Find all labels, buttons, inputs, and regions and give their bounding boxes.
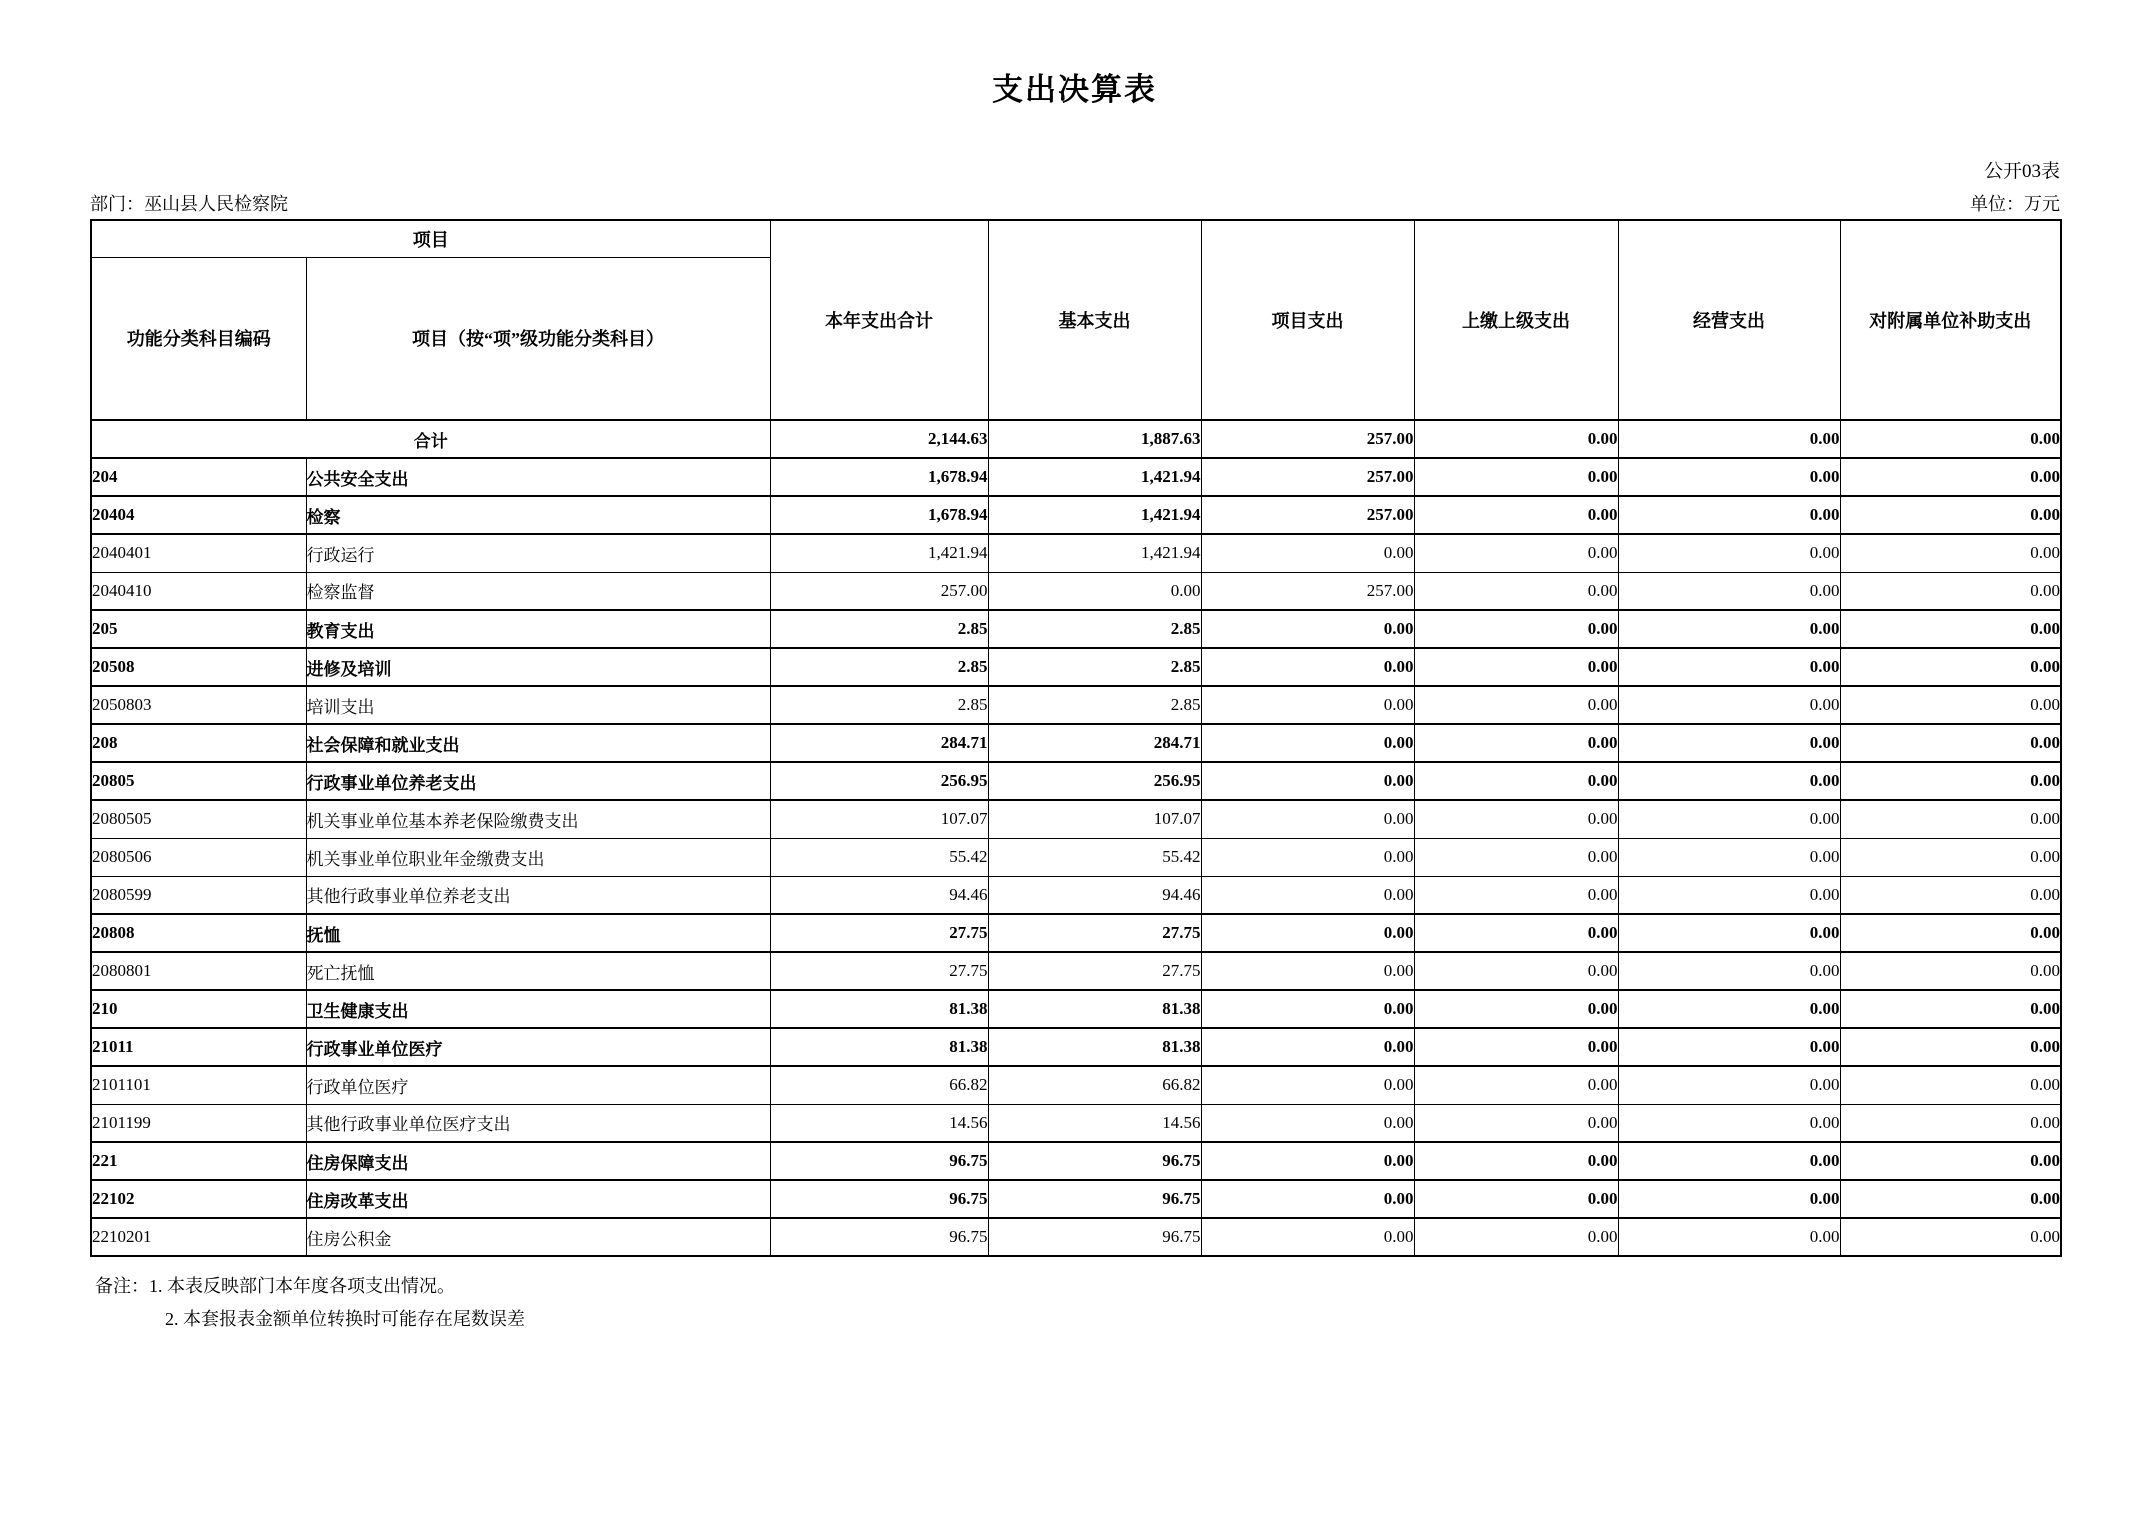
cell-function-code: 2080506 [91, 838, 306, 876]
cell-function-code: 205 [91, 610, 306, 648]
cell-function-code: 2101199 [91, 1104, 306, 1142]
cell-value-2: 0.00 [1201, 686, 1414, 724]
header-basic-expenditure: 基本支出 [988, 220, 1201, 420]
cell-value-2: 0.00 [1201, 1066, 1414, 1104]
header-item-name: 项目（按“项”级功能分类科目） [306, 257, 770, 420]
table-row [91, 762, 2061, 800]
cell-value-3: 0.00 [1414, 838, 1618, 876]
cell-value-4: 0.00 [1618, 952, 1840, 990]
cell-value-1: 256.95 [988, 762, 1201, 800]
cell-value-0: 14.56 [770, 1104, 988, 1142]
cell-value-3: 0.00 [1414, 686, 1618, 724]
table-row [91, 534, 2061, 572]
cell-value-5: 0.00 [1840, 1104, 2061, 1142]
footnotes [95, 1270, 525, 1336]
table-row [91, 990, 2061, 1028]
cell-item-name: 住房保障支出 [306, 1142, 770, 1180]
cell-value-0: 2.85 [770, 610, 988, 648]
cell-value-2: 0.00 [1201, 1104, 1414, 1142]
cell-value-2: 0.00 [1201, 990, 1414, 1028]
cell-value-1: 1,887.63 [988, 420, 1201, 458]
cell-function-code: 204 [91, 458, 306, 496]
cell-value-4: 0.00 [1618, 648, 1840, 686]
cell-function-code: 208 [91, 724, 306, 762]
cell-value-3: 0.00 [1414, 1028, 1618, 1066]
cell-value-0: 257.00 [770, 572, 988, 610]
cell-value-3: 0.00 [1414, 990, 1618, 1028]
cell-value-3: 0.00 [1414, 914, 1618, 952]
table-row-total [91, 420, 2061, 458]
cell-value-0: 96.75 [770, 1142, 988, 1180]
cell-value-1: 96.75 [988, 1218, 1201, 1256]
cell-value-0: 284.71 [770, 724, 988, 762]
cell-item-name: 机关事业单位基本养老保险缴费支出 [306, 800, 770, 838]
cell-item-name: 教育支出 [306, 610, 770, 648]
cell-value-4: 0.00 [1618, 610, 1840, 648]
cell-item-name: 行政运行 [306, 534, 770, 572]
cell-value-5: 0.00 [1840, 838, 2061, 876]
cell-value-1: 94.46 [988, 876, 1201, 914]
table-row [91, 572, 2061, 610]
cell-value-3: 0.00 [1414, 610, 1618, 648]
cell-value-3: 0.00 [1414, 724, 1618, 762]
header-project-expenditure: 项目支出 [1201, 220, 1414, 420]
cell-function-code: 20805 [91, 762, 306, 800]
cell-value-3: 0.00 [1414, 1142, 1618, 1180]
cell-value-2: 0.00 [1201, 800, 1414, 838]
cell-item-name: 住房公积金 [306, 1218, 770, 1256]
cell-value-5: 0.00 [1840, 1218, 2061, 1256]
cell-value-0: 27.75 [770, 952, 988, 990]
cell-function-code: 2040401 [91, 534, 306, 572]
cell-value-0: 2.85 [770, 686, 988, 724]
cell-item-name: 进修及培训 [306, 648, 770, 686]
cell-value-0: 66.82 [770, 1066, 988, 1104]
cell-function-code: 221 [91, 1142, 306, 1180]
cell-item-name: 行政单位医疗 [306, 1066, 770, 1104]
cell-value-5: 0.00 [1840, 1180, 2061, 1218]
cell-value-0: 55.42 [770, 838, 988, 876]
department-label: 部门：巫山县人民检察院 [90, 194, 288, 214]
cell-value-0: 94.46 [770, 876, 988, 914]
cell-value-0: 1,678.94 [770, 496, 988, 534]
cell-item-name: 行政事业单位养老支出 [306, 762, 770, 800]
table-row [91, 1142, 2061, 1180]
cell-value-2: 0.00 [1201, 724, 1414, 762]
cell-value-4: 0.00 [1618, 724, 1840, 762]
cell-function-code: 2050803 [91, 686, 306, 724]
cell-value-2: 0.00 [1201, 1218, 1414, 1256]
cell-value-1: 14.56 [988, 1104, 1201, 1142]
cell-value-2: 0.00 [1201, 914, 1414, 952]
cell-value-5: 0.00 [1840, 800, 2061, 838]
cell-value-0: 2.85 [770, 648, 988, 686]
cell-value-5: 0.00 [1840, 572, 2061, 610]
cell-value-0: 107.07 [770, 800, 988, 838]
cell-value-5: 0.00 [1840, 1028, 2061, 1066]
cell-value-4: 0.00 [1618, 762, 1840, 800]
cell-value-0: 256.95 [770, 762, 988, 800]
table-row [91, 800, 2061, 838]
cell-value-3: 0.00 [1414, 1104, 1618, 1142]
cell-value-5: 0.00 [1840, 1142, 2061, 1180]
cell-value-5: 0.00 [1840, 724, 2061, 762]
cell-item-name: 住房改革支出 [306, 1180, 770, 1218]
cell-value-2: 0.00 [1201, 1180, 1414, 1218]
cell-value-1: 284.71 [988, 724, 1201, 762]
cell-value-4: 0.00 [1618, 1028, 1840, 1066]
cell-value-2: 257.00 [1201, 572, 1414, 610]
table-meta-row [90, 190, 2060, 216]
table-row [91, 876, 2061, 914]
table-row [91, 1066, 2061, 1104]
cell-value-1: 0.00 [988, 572, 1201, 610]
cell-value-3: 0.00 [1414, 534, 1618, 572]
cell-value-2: 0.00 [1201, 648, 1414, 686]
cell-value-3: 0.00 [1414, 1180, 1618, 1218]
table-row [91, 724, 2061, 762]
cell-function-code: 20508 [91, 648, 306, 686]
cell-item-name: 检察 [306, 496, 770, 534]
cell-value-1: 81.38 [988, 1028, 1201, 1066]
cell-value-5: 0.00 [1840, 610, 2061, 648]
cell-value-2: 0.00 [1201, 952, 1414, 990]
cell-value-2: 0.00 [1201, 876, 1414, 914]
form-number-label: 公开03表 [1983, 161, 2060, 182]
cell-value-5: 0.00 [1840, 534, 2061, 572]
cell-function-code: 20808 [91, 914, 306, 952]
cell-value-3: 0.00 [1414, 496, 1618, 534]
header-total-expenditure: 本年支出合计 [770, 220, 988, 420]
cell-value-1: 1,421.94 [988, 496, 1201, 534]
cell-value-5: 0.00 [1840, 496, 2061, 534]
cell-value-2: 0.00 [1201, 610, 1414, 648]
header-subsidy-expenditure: 对附属单位补助支出 [1840, 220, 2061, 420]
unit-label: 单位：万元 [1970, 194, 2060, 214]
cell-value-0: 96.75 [770, 1180, 988, 1218]
cell-function-code: 2080505 [91, 800, 306, 838]
cell-item-name: 卫生健康支出 [306, 990, 770, 1028]
cell-item-name: 抚恤 [306, 914, 770, 952]
cell-item-name: 死亡抚恤 [306, 952, 770, 990]
cell-value-5: 0.00 [1840, 686, 2061, 724]
cell-value-4: 0.00 [1618, 800, 1840, 838]
cell-value-0: 81.38 [770, 990, 988, 1028]
cell-value-4: 0.00 [1618, 686, 1840, 724]
cell-function-code: 20404 [91, 496, 306, 534]
cell-value-3: 0.00 [1414, 1218, 1618, 1256]
cell-value-1: 1,421.94 [988, 458, 1201, 496]
cell-value-4: 0.00 [1618, 838, 1840, 876]
cell-value-1: 96.75 [988, 1180, 1201, 1218]
cell-value-3: 0.00 [1414, 952, 1618, 990]
cell-value-4: 0.00 [1618, 1104, 1840, 1142]
cell-value-1: 2.85 [988, 610, 1201, 648]
cell-value-4: 0.00 [1618, 914, 1840, 952]
cell-function-code: 2040410 [91, 572, 306, 610]
table-row [91, 952, 2061, 990]
cell-value-3: 0.00 [1414, 800, 1618, 838]
cell-value-0: 96.75 [770, 1218, 988, 1256]
cell-value-5: 0.00 [1840, 420, 2061, 458]
cell-value-3: 0.00 [1414, 458, 1618, 496]
cell-value-3: 0.00 [1414, 648, 1618, 686]
page-title: 支出决算表 [992, 72, 1157, 107]
cell-item-name: 其他行政事业单位养老支出 [306, 876, 770, 914]
cell-value-1: 96.75 [988, 1142, 1201, 1180]
cell-value-3: 0.00 [1414, 420, 1618, 458]
cell-value-2: 0.00 [1201, 762, 1414, 800]
cell-item-name: 公共安全支出 [306, 458, 770, 496]
cell-value-0: 81.38 [770, 1028, 988, 1066]
table-row [91, 610, 2061, 648]
cell-function-code: 2210201 [91, 1218, 306, 1256]
cell-total-label: 合计 [91, 420, 770, 458]
cell-value-2: 0.00 [1201, 1028, 1414, 1066]
cell-value-4: 0.00 [1618, 572, 1840, 610]
cell-value-4: 0.00 [1618, 420, 1840, 458]
cell-value-2: 0.00 [1201, 1142, 1414, 1180]
cell-function-code: 2080801 [91, 952, 306, 990]
cell-item-name: 行政事业单位医疗 [306, 1028, 770, 1066]
cell-value-4: 0.00 [1618, 496, 1840, 534]
header-project-group: 项目 [91, 220, 770, 257]
cell-value-1: 27.75 [988, 952, 1201, 990]
cell-value-3: 0.00 [1414, 762, 1618, 800]
table-row [91, 1028, 2061, 1066]
cell-value-2: 257.00 [1201, 458, 1414, 496]
cell-value-5: 0.00 [1840, 990, 2061, 1028]
cell-value-4: 0.00 [1618, 1142, 1840, 1180]
table-row [91, 686, 2061, 724]
cell-value-2: 0.00 [1201, 838, 1414, 876]
cell-value-4: 0.00 [1618, 1066, 1840, 1104]
cell-value-0: 1,421.94 [770, 534, 988, 572]
table-row [91, 838, 2061, 876]
cell-value-5: 0.00 [1840, 1066, 2061, 1104]
cell-value-1: 107.07 [988, 800, 1201, 838]
cell-value-1: 66.82 [988, 1066, 1201, 1104]
cell-function-code: 2080599 [91, 876, 306, 914]
cell-value-1: 2.85 [988, 648, 1201, 686]
cell-value-5: 0.00 [1840, 876, 2061, 914]
cell-value-2: 257.00 [1201, 496, 1414, 534]
cell-function-code: 21011 [91, 1028, 306, 1066]
table-row [91, 648, 2061, 686]
table-row [91, 914, 2061, 952]
table-row [91, 496, 2061, 534]
cell-value-2: 257.00 [1201, 420, 1414, 458]
header-function-code: 功能分类科目编码 [91, 257, 306, 420]
cell-value-2: 0.00 [1201, 534, 1414, 572]
footnote-1: 备注：1. 本表反映部门本年度各项支出情况。 [95, 1276, 455, 1296]
cell-value-4: 0.00 [1618, 1180, 1840, 1218]
cell-function-code: 210 [91, 990, 306, 1028]
cell-value-4: 0.00 [1618, 990, 1840, 1028]
cell-value-4: 0.00 [1618, 876, 1840, 914]
cell-value-0: 1,678.94 [770, 458, 988, 496]
cell-value-5: 0.00 [1840, 952, 2061, 990]
cell-value-0: 27.75 [770, 914, 988, 952]
cell-item-name: 社会保障和就业支出 [306, 724, 770, 762]
cell-item-name: 检察监督 [306, 572, 770, 610]
table-row [91, 1104, 2061, 1142]
cell-value-1: 55.42 [988, 838, 1201, 876]
cell-item-name: 机关事业单位职业年金缴费支出 [306, 838, 770, 876]
table-row [91, 458, 2061, 496]
cell-value-1: 2.85 [988, 686, 1201, 724]
table-row [91, 1218, 2061, 1256]
cell-value-4: 0.00 [1618, 1218, 1840, 1256]
cell-item-name: 培训支出 [306, 686, 770, 724]
cell-value-3: 0.00 [1414, 572, 1618, 610]
cell-function-code: 2101101 [91, 1066, 306, 1104]
cell-value-1: 27.75 [988, 914, 1201, 952]
cell-value-1: 81.38 [988, 990, 1201, 1028]
table-row [91, 1180, 2061, 1218]
cell-item-name: 其他行政事业单位医疗支出 [306, 1104, 770, 1142]
cell-value-4: 0.00 [1618, 458, 1840, 496]
header-operating-expenditure: 经营支出 [1618, 220, 1840, 420]
header-upturned-expenditure: 上缴上级支出 [1414, 220, 1618, 420]
cell-value-3: 0.00 [1414, 876, 1618, 914]
cell-value-5: 0.00 [1840, 648, 2061, 686]
cell-function-code: 22102 [91, 1180, 306, 1218]
cell-value-4: 0.00 [1618, 534, 1840, 572]
cell-value-3: 0.00 [1414, 1066, 1618, 1104]
footnote-2: 2. 本套报表金额单位转换时可能存在尾数误差 [165, 1309, 525, 1329]
cell-value-0: 2,144.63 [770, 420, 988, 458]
cell-value-1: 1,421.94 [988, 534, 1201, 572]
cell-value-5: 0.00 [1840, 914, 2061, 952]
cell-value-5: 0.00 [1840, 762, 2061, 800]
expenditure-table [90, 219, 2062, 1257]
table-body [91, 420, 2061, 1256]
cell-value-5: 0.00 [1840, 458, 2061, 496]
